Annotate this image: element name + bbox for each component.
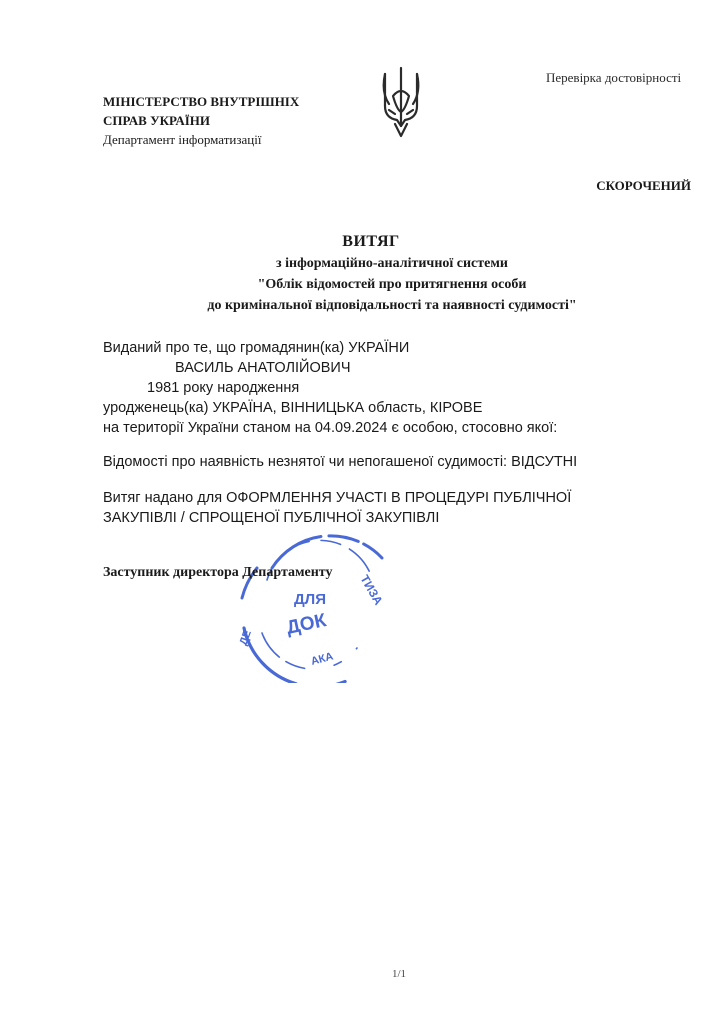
- title-line-1: з інформаційно-аналітичної системи: [276, 256, 508, 271]
- person-name: ВАСИЛЬ АНАТОЛІЙОВИЧ: [175, 360, 351, 376]
- document-title: ВИТЯГ: [342, 233, 400, 250]
- trident-icon: [379, 66, 423, 138]
- page-number: 1/1: [391, 968, 407, 980]
- issued-line: Виданий про те, що громадянин(ка) УКРАЇНИ: [103, 340, 410, 356]
- document-type: СКОРОЧЕНИЙ: [596, 178, 691, 193]
- issued-section: [103, 338, 557, 438]
- stamp-middle-text: ДОК: [284, 610, 329, 639]
- place-of-birth: уродженець(ка) УКРАЇНА, ВІННИЦЬКА область, КІРОВЕ: [103, 400, 483, 416]
- ministry-name-line2: СПРАВ УКРАЇНИ: [103, 113, 211, 128]
- verification-label: Перевірка достовірності: [546, 70, 682, 85]
- birth-year: 1981 року народження: [147, 380, 300, 396]
- title-line-2: "Облік відомостей про притягнення особи: [257, 277, 527, 292]
- status-line: на території України станом на 04.09.2024 є особою, стосовно якої:: [103, 420, 558, 436]
- department-name: Департамент інформатизації: [103, 132, 262, 147]
- stamp-left-text: ДЕ: [237, 628, 255, 648]
- purpose-line-1: Витяг надано для ОФОРМЛЕННЯ УЧАСТІ В ПРОЦЕДУРІ ПУБЛІЧНОЇ: [103, 490, 572, 506]
- title-block: [0, 231, 724, 316]
- ministry-header: [103, 92, 299, 149]
- stamp-center-text: ДЛЯ: [294, 591, 326, 608]
- title-line-3: до кримінальної відповідальності та наявності судимості": [207, 298, 577, 313]
- conviction-info: Відомості про наявність незнятої чи непогашеної судимості: ВІДСУТНІ: [103, 454, 578, 470]
- signer-title: Заступник директора Департаменту: [103, 565, 333, 580]
- ministry-name-line1: МІНІСТЕРСТВО ВНУТРІШНІХ: [103, 94, 300, 109]
- purpose-line-2: ЗАКУПІВЛІ / СПРОЩЕНОЇ ПУБЛІЧНОЇ ЗАКУПІВЛІ: [103, 510, 440, 526]
- official-stamp: [232, 528, 402, 683]
- stamp-bottom-text: АКА: [309, 650, 335, 668]
- purpose-section: [103, 488, 663, 528]
- stamp-top-text: ТИЗА: [357, 572, 386, 608]
